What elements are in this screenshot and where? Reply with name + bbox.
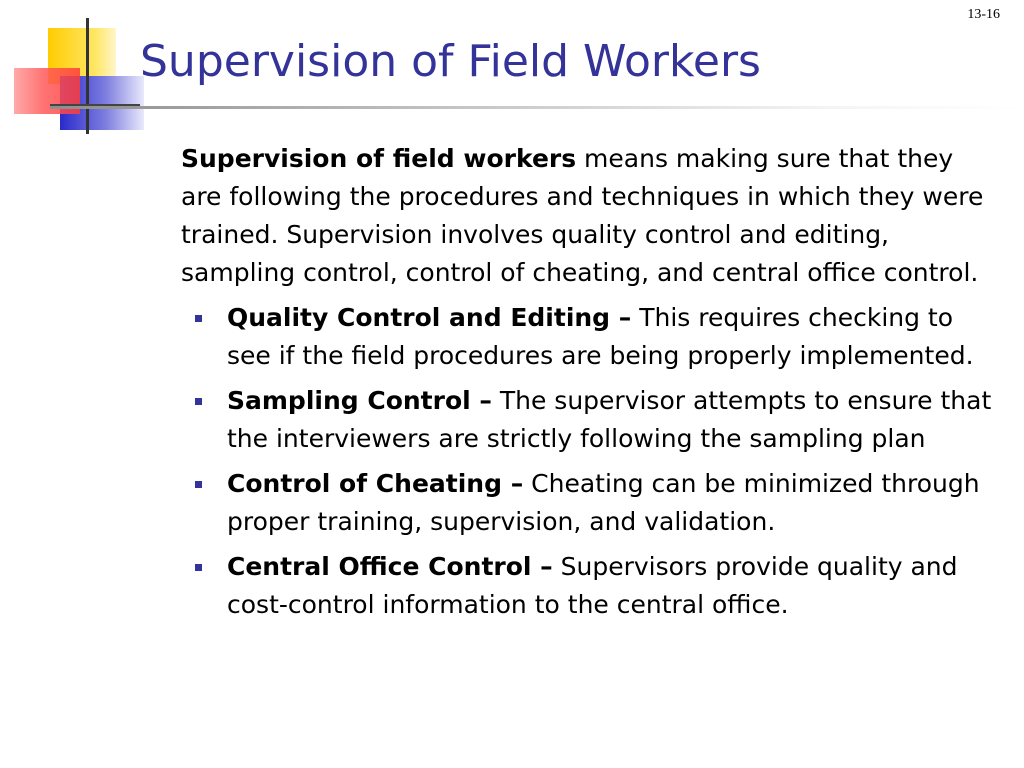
page-title: Supervision of Field Workers bbox=[140, 36, 761, 87]
square-bullet-icon bbox=[195, 398, 202, 405]
bullet-text: Supervisors provide quality and cost-control information to the central office. bbox=[227, 552, 958, 619]
square-bullet-icon bbox=[195, 481, 202, 488]
decorative-squares-logo bbox=[0, 0, 160, 140]
slide-number: 13-16 bbox=[967, 7, 1000, 22]
intro-term: Supervision of field workers bbox=[181, 144, 577, 173]
bullet-term: Sampling Control – bbox=[227, 386, 492, 415]
list-item bbox=[227, 382, 1001, 458]
bullet-text: This requires checking to see if the field procedures are being properly implemented. bbox=[227, 303, 974, 370]
list-item bbox=[227, 548, 1001, 624]
bullet-term: Control of Cheating – bbox=[227, 469, 524, 498]
intro-text: means making sure that they are following the procedures and techniques in which they were trained. Supervision involves quality control and editing, sampling control, control of cheating, and central office control. bbox=[181, 144, 984, 287]
slide-content bbox=[181, 140, 1001, 631]
bullet-text: Cheating can be minimized through proper training, supervision, and validation. bbox=[227, 469, 980, 536]
bullet-term: Central Office Control – bbox=[227, 552, 553, 581]
bullet-term: Quality Control and Editing – bbox=[227, 303, 632, 332]
title-divider bbox=[50, 106, 1024, 109]
list-item bbox=[227, 465, 1001, 541]
list-item bbox=[227, 299, 1001, 375]
square-bullet-icon bbox=[195, 564, 202, 571]
bullet-list bbox=[181, 299, 1001, 624]
vertical-line bbox=[86, 18, 89, 134]
intro-paragraph bbox=[181, 140, 1001, 292]
bullet-text: The supervisor attempts to ensure that the interviewers are strictly following the sampling plan bbox=[227, 386, 992, 453]
square-bullet-icon bbox=[195, 315, 202, 322]
